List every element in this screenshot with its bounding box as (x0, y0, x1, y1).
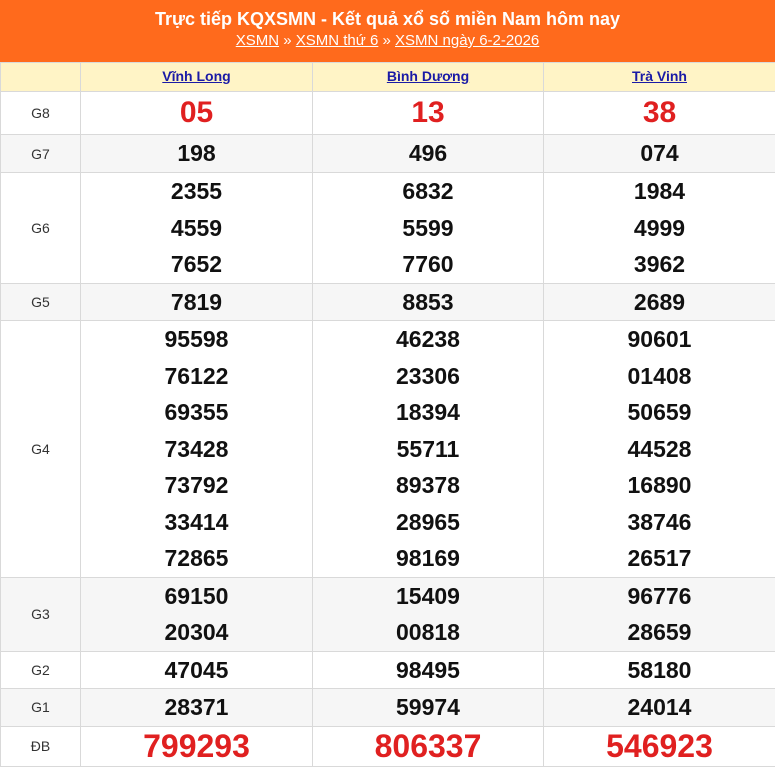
prize-label: G2 (1, 651, 81, 689)
prize-label: G6 (1, 173, 81, 284)
province-link-vinh-long[interactable]: Vĩnh Long (162, 68, 231, 84)
prize-cell (544, 321, 775, 578)
prize-number: 799293 (143, 727, 250, 764)
column-header-vinh-long (81, 63, 313, 92)
column-header-tra-vinh (544, 63, 775, 92)
prize-number: 90601 (627, 326, 692, 352)
prize-cell (313, 577, 544, 651)
prize-number: 55711 (396, 435, 460, 462)
prize-number: 198 (177, 140, 216, 167)
prize-cell (544, 689, 775, 727)
prize-row-g6 (1, 173, 775, 284)
prize-number: 18394 (396, 399, 460, 425)
prize-number: 2355 (170, 178, 223, 204)
prize-number: 8853 (402, 288, 454, 315)
prize-label: G4 (1, 321, 81, 578)
prize-cell (544, 651, 775, 689)
prize-row-g7 (1, 135, 775, 173)
prize-number: 44528 (627, 435, 692, 462)
prize-number: 7819 (170, 288, 223, 315)
prize-cell (81, 689, 313, 727)
prize-cell (544, 92, 775, 135)
prize-number: 28371 (164, 694, 229, 720)
prize-number: 38746 (627, 508, 692, 535)
prize-label: ĐB (1, 726, 81, 766)
prize-number: 89378 (396, 472, 460, 498)
page-title: Trực tiếp KQXSMN - Kết quả xổ số miền Nam hôm nay (154, 9, 621, 29)
prize-cell (544, 283, 775, 321)
breadcrumb-xsmn-thu6[interactable]: XSMN thứ 6 (295, 32, 379, 49)
prize-number: 05 (179, 96, 214, 129)
prize-number: 24014 (627, 694, 692, 720)
prize-row-g3 (1, 577, 775, 651)
prize-cell (313, 651, 544, 689)
prize-number: 98169 (396, 545, 460, 571)
prize-number: 73792 (164, 472, 229, 498)
prize-label: G3 (1, 577, 81, 651)
prize-number: 38 (642, 96, 677, 129)
prize-number: 50659 (627, 399, 692, 425)
prize-row-db (1, 726, 775, 766)
prize-row-g2 (1, 651, 775, 689)
prize-number: 23306 (396, 362, 460, 389)
province-link-binh-duong[interactable]: Bình Dương (386, 68, 470, 84)
prize-number: 00818 (396, 619, 460, 645)
prize-cell (313, 92, 544, 135)
prize-number: 4559 (170, 214, 223, 241)
prize-number: 58180 (627, 656, 692, 683)
prize-number: 6832 (402, 178, 454, 204)
breadcrumb-xsmn[interactable]: XSMN (235, 32, 280, 49)
prize-number: 76122 (164, 362, 229, 389)
prize-number: 73428 (164, 435, 229, 462)
prize-label: G5 (1, 283, 81, 321)
prize-cell (313, 283, 544, 321)
prize-row-g1 (1, 689, 775, 727)
prize-cell (81, 577, 313, 651)
prize-number: 7760 (402, 251, 454, 277)
prize-cell (81, 726, 313, 766)
prize-number: 7652 (170, 251, 223, 277)
prize-number: 20304 (164, 619, 229, 645)
breadcrumb-separator: » (382, 32, 391, 49)
breadcrumb-xsmn-date[interactable]: XSMN ngày 6-2-2026 (395, 32, 540, 49)
prize-cell (81, 651, 313, 689)
prize-cell (313, 135, 544, 173)
prize-cell (313, 173, 544, 284)
prize-number: 16890 (627, 472, 692, 498)
prize-number: 1984 (633, 178, 686, 204)
prize-cell (544, 577, 775, 651)
breadcrumb (0, 30, 775, 52)
prize-cell (313, 726, 544, 766)
prize-cell (313, 689, 544, 727)
prize-number: 59974 (396, 694, 460, 720)
prize-cell (544, 173, 775, 284)
page-header (0, 0, 775, 62)
prize-cell (544, 135, 775, 173)
prize-cell (313, 321, 544, 578)
prize-row-g5 (1, 283, 775, 321)
prize-number: 074 (640, 140, 679, 167)
prize-number: 98495 (396, 656, 460, 683)
prize-number: 96776 (627, 582, 692, 609)
prize-cell (81, 92, 313, 135)
column-header-row (1, 63, 775, 92)
prize-label: G1 (1, 689, 81, 727)
prize-label: G8 (1, 92, 81, 135)
prize-row-g4 (1, 321, 775, 578)
prize-cell (81, 135, 313, 173)
prize-number: 3962 (633, 251, 686, 277)
prize-number: 69150 (164, 582, 229, 609)
prize-number: 47045 (164, 656, 229, 683)
prize-cell (81, 173, 313, 284)
results-table (0, 62, 775, 767)
prize-rows (1, 92, 775, 767)
prize-number: 2689 (633, 288, 686, 315)
prize-number: 69355 (164, 399, 229, 425)
prize-number: 4999 (633, 214, 686, 241)
prize-number: 72865 (164, 545, 229, 571)
breadcrumb-separator: » (283, 32, 292, 49)
column-header-binh-duong (313, 63, 544, 92)
prize-number: 95598 (164, 326, 229, 352)
prize-row-g8 (1, 92, 775, 135)
prize-number: 546923 (606, 727, 713, 764)
prize-label: G7 (1, 135, 81, 173)
prize-number: 46238 (396, 326, 460, 352)
prize-number: 5599 (402, 214, 454, 241)
province-link-tra-vinh[interactable]: Trà Vinh (632, 68, 687, 84)
prize-cell (544, 726, 775, 766)
prize-number: 28659 (627, 619, 692, 645)
prize-number: 33414 (164, 508, 229, 535)
prize-number: 01408 (627, 362, 692, 389)
prize-cell (81, 283, 313, 321)
prize-number: 15409 (396, 582, 460, 609)
prize-number: 496 (408, 140, 448, 167)
prize-number: 806337 (374, 727, 482, 764)
column-header-blank (1, 63, 81, 92)
prize-number: 28965 (396, 508, 460, 535)
prize-number: 13 (411, 96, 445, 129)
prize-number: 26517 (627, 545, 692, 571)
prize-cell (81, 321, 313, 578)
